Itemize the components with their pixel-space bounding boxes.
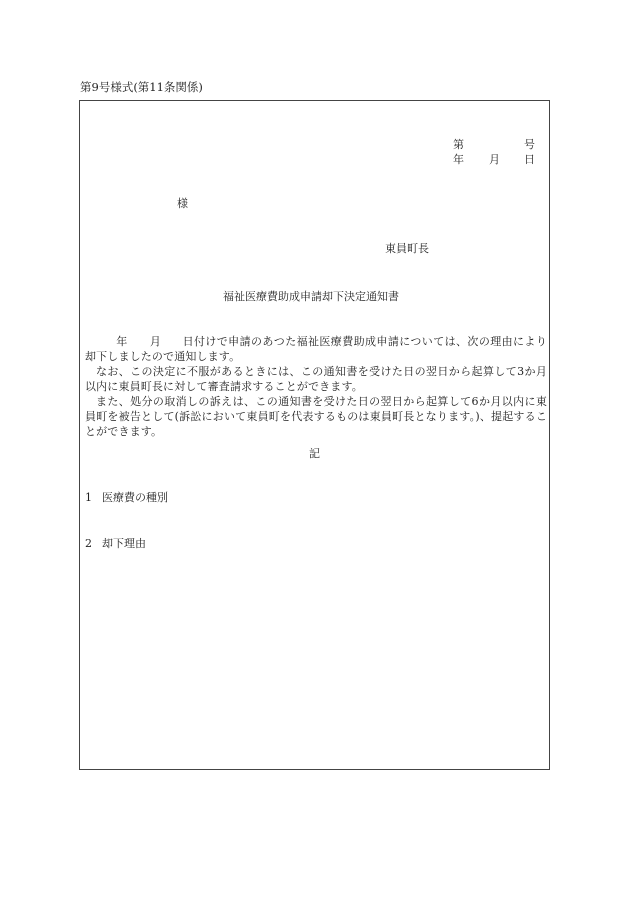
item-label: 医療費の種別 bbox=[102, 491, 168, 504]
body-month-label: 月 bbox=[149, 335, 162, 348]
form-number-label: 第9号様式(第11条関係) bbox=[80, 80, 203, 94]
body-paragraph-1-text: 日付けで申請のあつた福祉医療費助成申請については、次の理由により却下しましたので通知します。 bbox=[85, 335, 547, 363]
notice-frame bbox=[79, 100, 550, 770]
document-number-line bbox=[453, 138, 535, 152]
notice-body bbox=[85, 334, 547, 439]
date-year: 年 bbox=[453, 153, 464, 166]
document-date-line bbox=[453, 153, 535, 167]
item-number: 1 bbox=[85, 491, 92, 504]
item-label: 却下理由 bbox=[102, 537, 146, 550]
ki-heading: 記 bbox=[309, 447, 320, 460]
number-prefix: 第 bbox=[453, 138, 464, 151]
body-paragraph-3: また、処分の取消しの訴えは、この通知書を受けた日の翌日から起算して6か月以内に東員町を被告として(訴訟において東員町を代表するものは東員町長となります。)、提起することができます。 bbox=[85, 395, 547, 438]
item-rejection-reason bbox=[85, 537, 146, 551]
sender-name: 東員町長 bbox=[385, 242, 429, 255]
addressee-honorific: 様 bbox=[177, 197, 188, 210]
body-year-label: 年 bbox=[116, 335, 128, 348]
document-title: 福祉医療費助成申請却下決定通知書 bbox=[223, 290, 399, 303]
body-paragraph-2: なお、この決定に不服があるときには、この通知書を受けた日の翌日から起算して3か月以内に東員町長に対して審査請求することができます。 bbox=[85, 365, 547, 393]
date-day: 日 bbox=[524, 153, 535, 166]
item-number: 2 bbox=[85, 537, 92, 550]
date-month: 月 bbox=[489, 153, 500, 166]
body-paragraph-1 bbox=[85, 334, 547, 364]
number-suffix: 号 bbox=[524, 138, 535, 151]
item-medical-expense-type bbox=[85, 491, 168, 505]
